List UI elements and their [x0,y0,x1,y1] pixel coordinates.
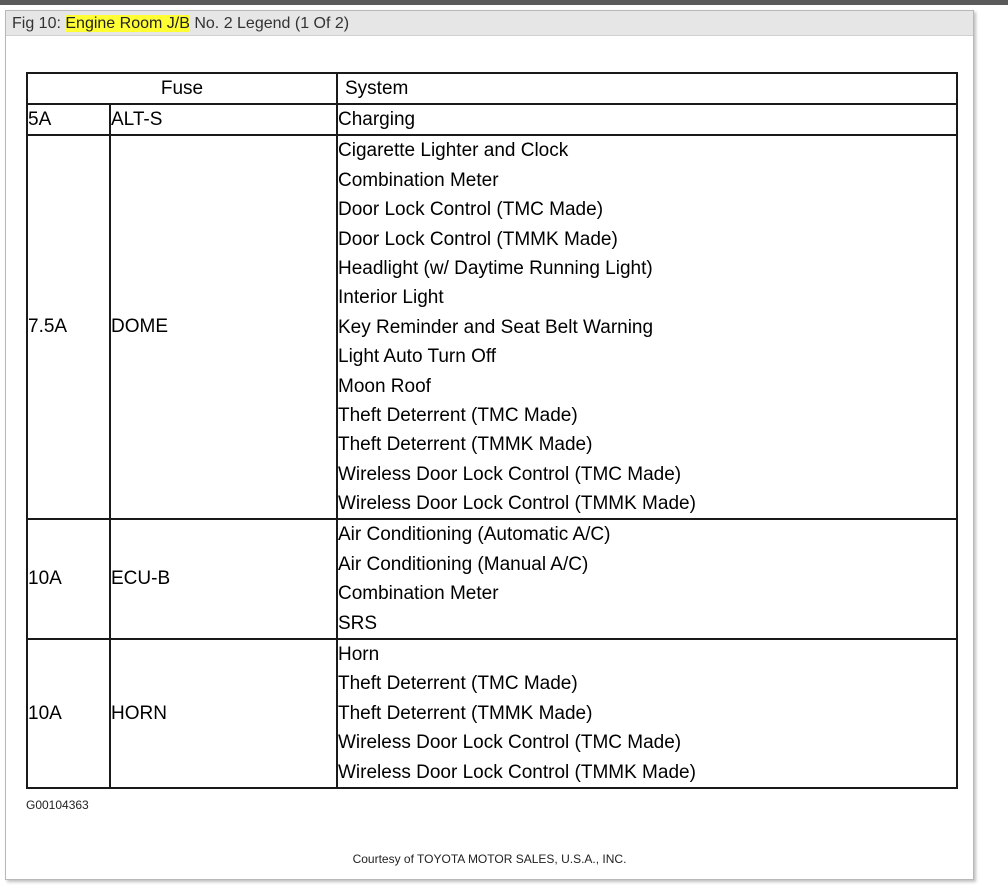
system-list [337,639,957,788]
fuse-name: HORN [110,639,337,788]
system-item: Door Lock Control (TMMK Made) [338,228,618,250]
fuse-amperage: 10A [27,639,110,788]
figure-panel [5,10,974,880]
table-header-row [27,73,957,104]
fuse-legend-table [26,72,958,789]
system-list [337,135,957,519]
fuse-name: ECU-B [110,519,337,639]
header-fuse: Fuse [27,73,337,104]
figure-caption [6,11,973,36]
header-system: System [337,73,957,104]
system-item: Air Conditioning (Automatic A/C) [338,524,611,546]
figure-code: G00104363 [26,798,89,812]
fuse-name: DOME [110,135,337,519]
table-body [27,104,957,788]
system-item: Interior Light [338,287,444,309]
system-item: Door Lock Control (TMC Made) [338,199,604,221]
system-item: Key Reminder and Seat Belt Warning [338,316,654,338]
system-item: SRS [338,612,378,634]
system-item: Light Auto Turn Off [338,346,497,368]
fuse-amperage: 10A [27,519,110,639]
system-item: Wireless Door Lock Control (TMMK Made) [338,493,696,515]
fuse-amperage: 7.5A [27,135,110,519]
fuse-amperage: 5A [27,104,110,135]
system-item: Cigarette Lighter and Clock [338,140,569,162]
system-item: Theft Deterrent (TMC Made) [338,673,578,695]
system-item: Moon Roof [338,375,431,397]
system-list [337,519,957,639]
table-row [27,639,957,788]
system-item: Combination Meter [338,169,499,191]
system-item: Horn [338,644,380,666]
courtesy-line: Courtesy of TOYOTA MOTOR SALES, U.S.A., INC. [352,852,627,866]
caption-suffix: No. 2 Legend (1 Of 2) [194,15,350,32]
system-item: Theft Deterrent (TMMK Made) [338,702,593,724]
system-item: Wireless Door Lock Control (TMC Made) [338,732,682,754]
system-item: Combination Meter [338,583,499,605]
caption-prefix: Fig 10: [12,15,61,32]
system-item: Wireless Door Lock Control (TMMK Made) [338,761,696,783]
system-item: Charging [338,109,416,130]
caption-highlight: Engine Room J/B [65,15,190,32]
system-item: Theft Deterrent (TMC Made) [338,404,578,426]
system-item: Headlight (w/ Daytime Running Light) [338,257,653,279]
system-item: Wireless Door Lock Control (TMC Made) [338,463,682,485]
system-item: Air Conditioning (Manual A/C) [338,553,589,575]
table-row [27,135,957,519]
window-top-bar [0,0,1008,5]
fuse-name: ALT-S [110,104,337,135]
system-list [337,104,957,135]
table-row [27,519,957,639]
table-row [27,104,957,135]
system-item: Theft Deterrent (TMMK Made) [338,434,593,456]
